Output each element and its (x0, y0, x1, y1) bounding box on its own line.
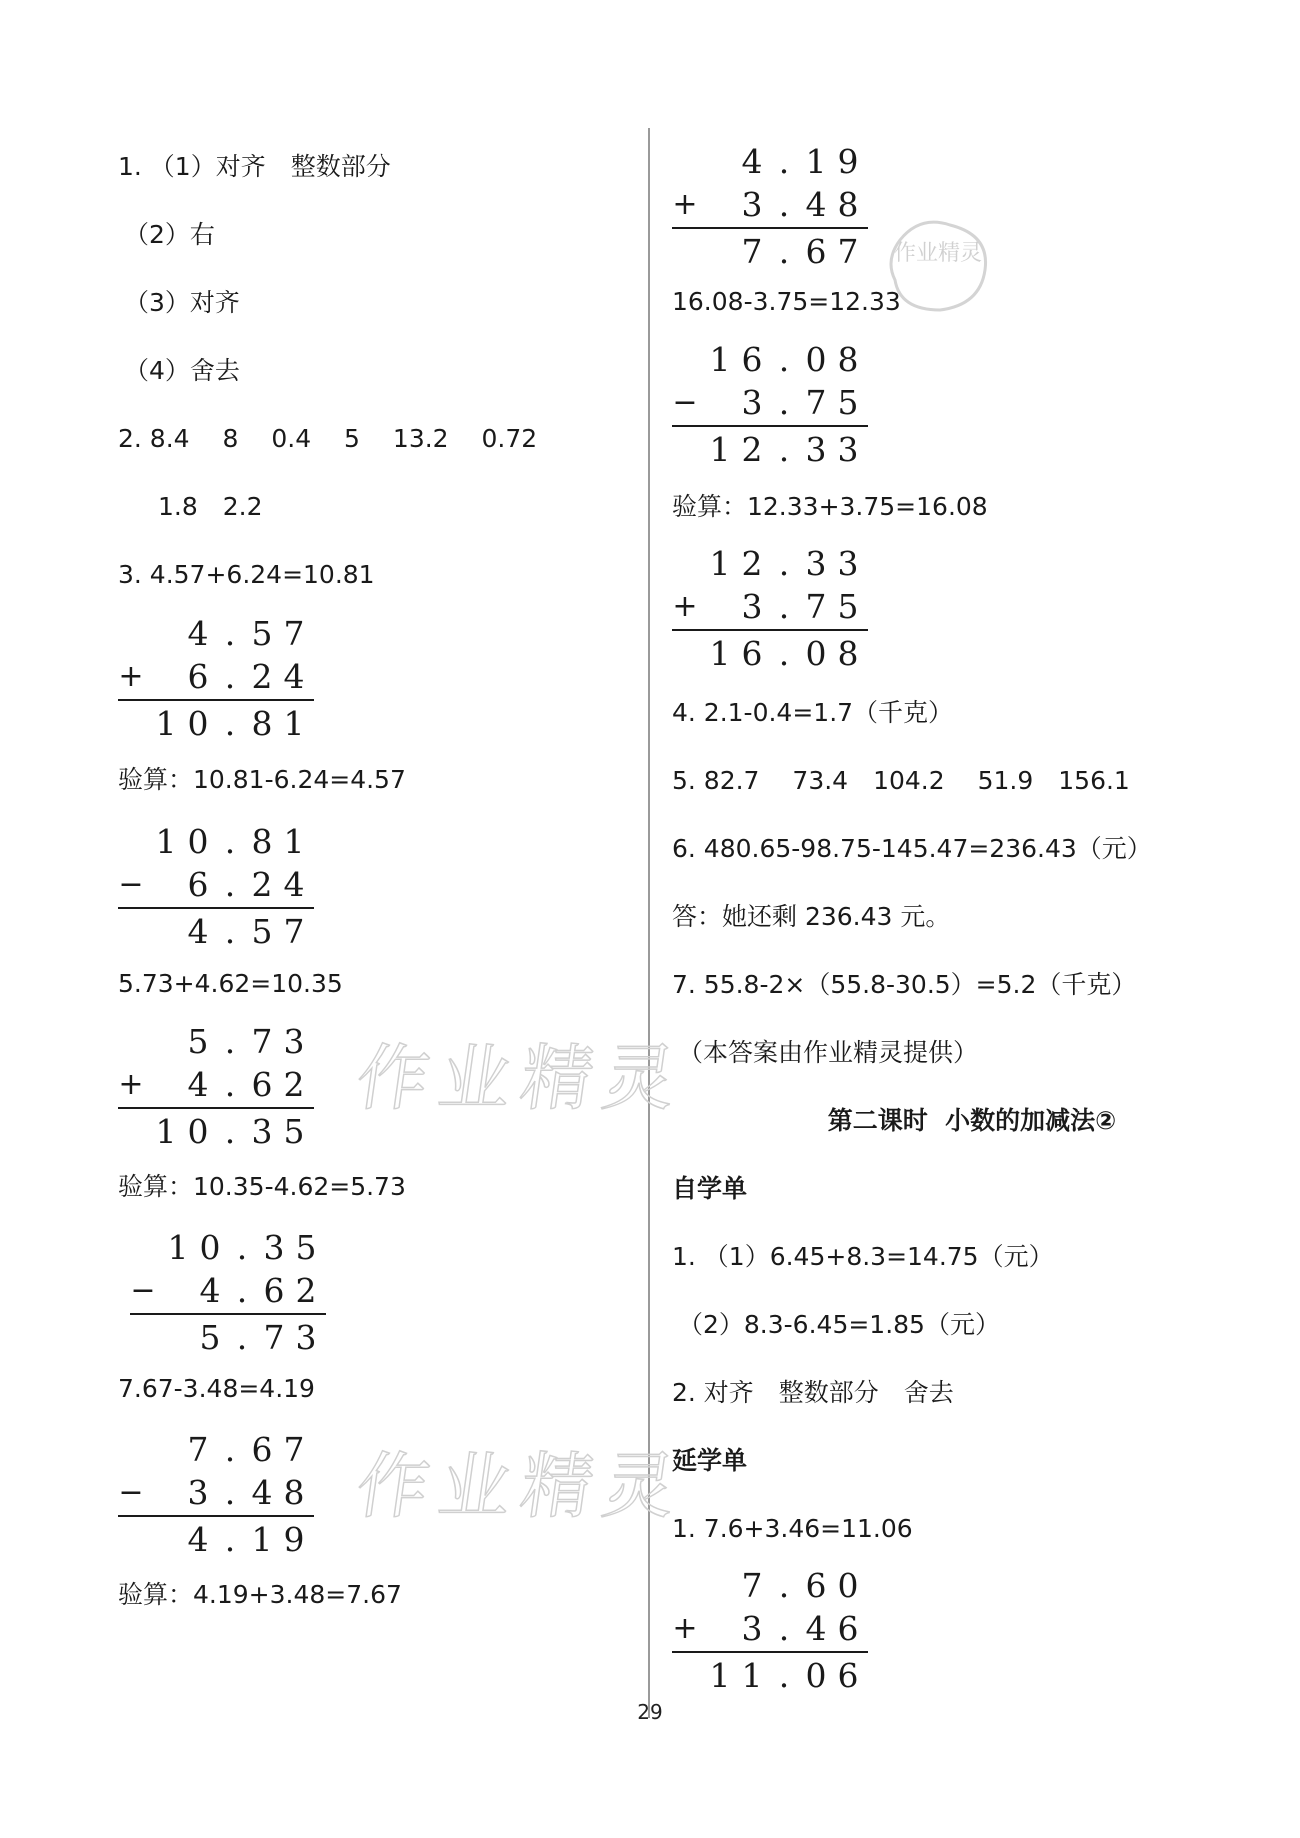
digit: 1 (709, 544, 731, 583)
digit: 6 (805, 1566, 827, 1605)
digit: 5 (199, 1318, 221, 1357)
digit: 8 (837, 185, 859, 224)
digit: 3 (263, 1228, 285, 1267)
calc-result-line (118, 1515, 314, 1517)
digit: 3 (741, 587, 763, 626)
digit: 9 (283, 1520, 305, 1559)
source-note: （本答案由作业精灵提供） (678, 1038, 979, 1067)
digit: 1 (709, 1656, 731, 1695)
digit: . (778, 232, 790, 271)
digit: . (778, 1609, 790, 1648)
digit: 7 (283, 1430, 305, 1469)
plus-operator: + (118, 659, 144, 694)
digit: 1 (155, 822, 177, 861)
digit: . (224, 1473, 236, 1512)
watermark-text: 作业精灵 (351, 1444, 692, 1528)
self-study-1-2: （2）8.3-6.45=1.85（元） (678, 1310, 1000, 1339)
calc-operand-2 (672, 1607, 868, 1650)
q5: 5. 82.7 73.4 104.2 51.9 156.1 (672, 766, 1130, 795)
digit: 1 (155, 704, 177, 743)
equation-4: 16.08-3.75=12.33 (672, 287, 901, 316)
minus-operator: − (130, 1273, 156, 1308)
calc-operand-2 (672, 381, 868, 424)
section-extended-study: 延学单 (672, 1446, 748, 1475)
digit: . (778, 587, 790, 626)
watermark-text: 作业精灵 (351, 1036, 692, 1120)
digit: . (224, 865, 236, 904)
calc-result (130, 1316, 326, 1359)
digit: . (778, 634, 790, 673)
page-number: 29 (637, 1700, 663, 1724)
digit: 7 (283, 912, 305, 951)
calc-result-line (130, 1313, 326, 1315)
digit: 1 (283, 822, 305, 861)
digit: 3 (805, 430, 827, 469)
digit: 7 (187, 1430, 209, 1469)
watermark-stamp-icon (880, 210, 1000, 320)
digit: 5 (251, 614, 273, 653)
digit: . (778, 142, 790, 181)
digit: 1 (167, 1228, 189, 1267)
digit: 6 (741, 340, 763, 379)
digit: . (224, 1430, 236, 1469)
extended-1: 1. 7.6+3.46=11.06 (672, 1514, 913, 1543)
calc-result-line (118, 907, 314, 909)
digit: 2 (251, 865, 273, 904)
calc-operand-1 (672, 1564, 868, 1607)
vertical-calc (118, 1020, 314, 1153)
digit: 6 (187, 657, 209, 696)
digit: 6 (263, 1271, 285, 1310)
digit: 1 (155, 1112, 177, 1151)
digit: . (778, 1656, 790, 1695)
digit: 3 (251, 1112, 273, 1151)
vertical-calc (118, 820, 314, 953)
minus-operator: − (118, 1475, 144, 1510)
digit: 5 (187, 1022, 209, 1061)
digit: . (778, 430, 790, 469)
digit: . (236, 1318, 248, 1357)
plus-operator: + (672, 589, 698, 624)
minus-operator: − (672, 385, 698, 420)
digit: 6 (251, 1430, 273, 1469)
q7: 7. 55.8-2×（55.8-30.5）=5.2（千克） (672, 970, 1137, 999)
q1-part3: （3）对齐 (124, 288, 240, 317)
digit: 5 (251, 912, 273, 951)
q3-equation-3: 7.67-3.48=4.19 (118, 1374, 315, 1403)
digit: 7 (805, 587, 827, 626)
digit: . (224, 912, 236, 951)
digit: 0 (187, 704, 209, 743)
stamp-text: 作业精灵 (893, 241, 983, 266)
digit: 3 (741, 185, 763, 224)
digit: 4 (199, 1271, 221, 1310)
calc-operand-1 (118, 612, 314, 655)
q3-equation-2: 5.73+4.62=10.35 (118, 969, 343, 998)
column-divider (648, 128, 650, 1718)
digit: 6 (251, 1065, 273, 1104)
digit: 7 (741, 1566, 763, 1605)
vertical-calc (672, 338, 868, 471)
calc-operand-2 (672, 183, 868, 226)
calc-result-line (672, 227, 868, 229)
digit: 6 (805, 232, 827, 271)
calc-operand-1 (672, 338, 868, 381)
calc-operand-2 (118, 1063, 314, 1106)
digit: 1 (709, 430, 731, 469)
digit: 0 (805, 634, 827, 673)
digit: 7 (837, 232, 859, 271)
digit: 3 (283, 1022, 305, 1061)
digit: 2 (741, 544, 763, 583)
digit: 3 (187, 1473, 209, 1512)
digit: . (778, 185, 790, 224)
q4: 4. 2.1-0.4=1.7（千克） (672, 698, 954, 727)
vertical-calc (130, 1226, 326, 1359)
digit: . (778, 383, 790, 422)
digit: 4 (805, 185, 827, 224)
minus-operator: − (118, 867, 144, 902)
q6: 6. 480.65-98.75-145.47=236.43（元） (672, 834, 1152, 863)
calc-operand-2 (118, 655, 314, 698)
digit: 8 (251, 704, 273, 743)
digit: 4 (187, 614, 209, 653)
digit: 4 (283, 865, 305, 904)
digit: 7 (263, 1318, 285, 1357)
calc-operand-1 (118, 1020, 314, 1063)
digit: 2 (295, 1271, 317, 1310)
digit: 8 (837, 340, 859, 379)
digit: 6 (837, 1609, 859, 1648)
digit: 4 (741, 142, 763, 181)
digit: 7 (805, 383, 827, 422)
calc-operand-1 (130, 1226, 326, 1269)
self-study-2: 2. 对齐 整数部分 舍去 (672, 1378, 954, 1407)
digit: 7 (741, 232, 763, 271)
digit: . (224, 1520, 236, 1559)
calc-result (118, 1518, 314, 1561)
self-study-1-1: 1. （1）6.45+8.3=14.75（元） (672, 1242, 1054, 1271)
digit: . (224, 614, 236, 653)
digit: 2 (741, 430, 763, 469)
q6-answer: 答：她还剩 236.43 元。 (672, 902, 951, 931)
calc-result-line (672, 629, 868, 631)
plus-operator: + (672, 187, 698, 222)
digit: 8 (283, 1473, 305, 1512)
q1-header: 1. （1）对齐 整数部分 (118, 152, 391, 181)
calc-operand-2 (672, 585, 868, 628)
digit: 5 (295, 1228, 317, 1267)
digit: 0 (837, 1566, 859, 1605)
digit: 3 (837, 544, 859, 583)
digit: 1 (805, 142, 827, 181)
vertical-calc (118, 1428, 314, 1561)
digit: 1 (283, 704, 305, 743)
digit: 0 (199, 1228, 221, 1267)
check-4: 验算：12.33+3.75=16.08 (672, 492, 988, 521)
digit: 0 (187, 1112, 209, 1151)
q3-check-3: 验算：4.19+3.48=7.67 (118, 1580, 402, 1609)
digit: 4 (187, 912, 209, 951)
digit: 0 (805, 340, 827, 379)
digit: 4 (187, 1520, 209, 1559)
digit: . (778, 1566, 790, 1605)
q3-check-2: 验算：10.35-4.62=5.73 (118, 1172, 406, 1201)
digit: 5 (283, 1112, 305, 1151)
q2-row1: 2. 8.4 8 0.4 5 13.2 0.72 (118, 424, 538, 453)
digit: . (224, 1022, 236, 1061)
calc-operand-1 (118, 1428, 314, 1471)
digit: 0 (805, 1656, 827, 1695)
digit: 3 (805, 544, 827, 583)
calc-result (118, 1110, 314, 1153)
digit: 1 (709, 340, 731, 379)
digit: 7 (283, 614, 305, 653)
digit: 1 (709, 634, 731, 673)
calc-result-line (118, 699, 314, 701)
q3-equation-1: 3. 4.57+6.24=10.81 (118, 560, 375, 589)
vertical-calc (118, 612, 314, 745)
digit: 6 (187, 865, 209, 904)
digit: 4 (251, 1473, 273, 1512)
plus-operator: + (118, 1067, 144, 1102)
calc-result (672, 632, 868, 675)
calc-operand-1 (672, 542, 868, 585)
calc-operand-2 (130, 1269, 326, 1312)
calc-result (118, 910, 314, 953)
digit: 9 (837, 142, 859, 181)
vertical-calc (672, 1564, 868, 1697)
digit: . (778, 544, 790, 583)
calc-operand-1 (118, 820, 314, 863)
digit: 5 (837, 587, 859, 626)
calc-result-line (672, 1651, 868, 1653)
digit: 8 (251, 822, 273, 861)
digit: 7 (251, 1022, 273, 1061)
calc-result-line (672, 425, 868, 427)
digit: 2 (283, 1065, 305, 1104)
lesson-title: 第二课时 小数的加减法② (827, 1106, 1117, 1135)
calc-result-line (118, 1107, 314, 1109)
digit: . (236, 1228, 248, 1267)
digit: 6 (741, 634, 763, 673)
digit: . (224, 1065, 236, 1104)
digit: 4 (187, 1065, 209, 1104)
q1-part2: （2）右 (124, 220, 215, 249)
digit: . (224, 1112, 236, 1151)
digit: 4 (805, 1609, 827, 1648)
digit: . (236, 1271, 248, 1310)
digit: 5 (837, 383, 859, 422)
digit: 1 (741, 1656, 763, 1695)
digit: . (224, 704, 236, 743)
vertical-calc (672, 542, 868, 675)
calc-operand-2 (118, 863, 314, 906)
calc-operand-2 (118, 1471, 314, 1514)
digit: . (224, 657, 236, 696)
digit: 3 (741, 1609, 763, 1648)
digit: . (778, 340, 790, 379)
q2-row2: 1.8 2.2 (158, 492, 263, 521)
q1-part4: （4）舍去 (124, 356, 240, 385)
plus-operator: + (672, 1611, 698, 1646)
digit: . (224, 822, 236, 861)
digit: 3 (295, 1318, 317, 1357)
q3-check-1: 验算：10.81-6.24=4.57 (118, 765, 406, 794)
digit: 3 (741, 383, 763, 422)
calc-result (672, 230, 868, 273)
digit: 0 (187, 822, 209, 861)
vertical-calc (672, 140, 868, 273)
calc-result (672, 428, 868, 471)
digit: 2 (251, 657, 273, 696)
calc-operand-1 (672, 140, 868, 183)
digit: 3 (837, 430, 859, 469)
section-self-study: 自学单 (672, 1174, 748, 1203)
calc-result (672, 1654, 868, 1697)
digit: 4 (283, 657, 305, 696)
digit: 8 (837, 634, 859, 673)
digit: 1 (251, 1520, 273, 1559)
digit: 6 (837, 1656, 859, 1695)
calc-result (118, 702, 314, 745)
